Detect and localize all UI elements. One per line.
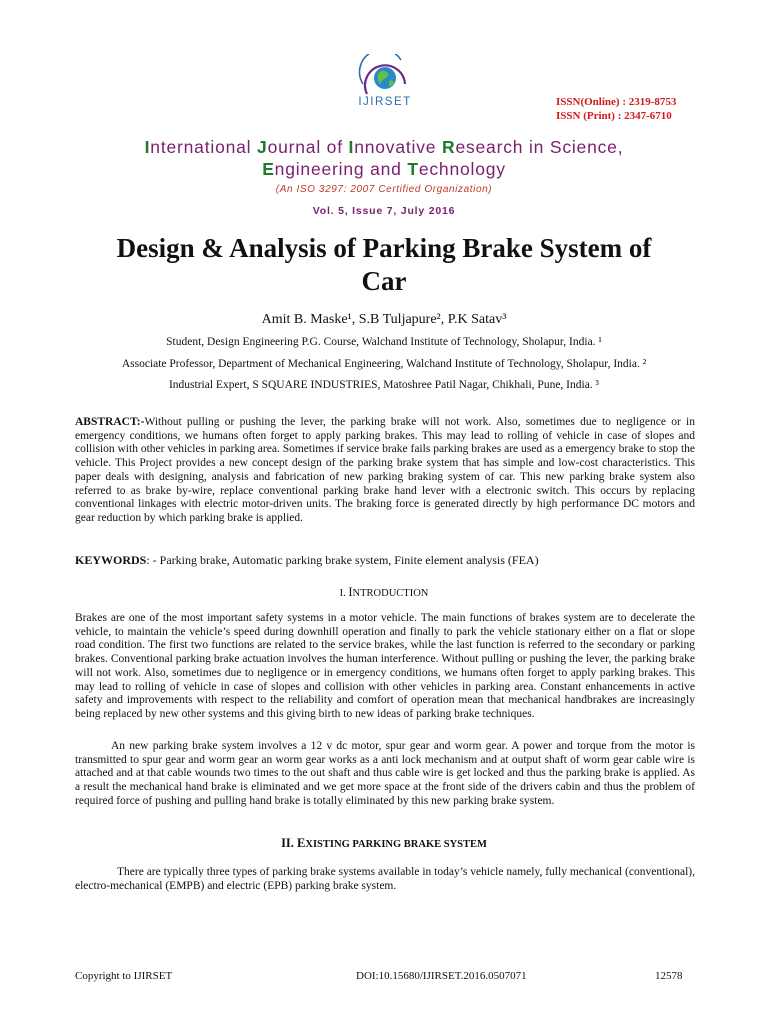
keywords — [75, 554, 695, 568]
iso-certification: (An ISO 3297: 2007 Certified Organization) — [275, 184, 493, 195]
section-heading-introduction — [40, 585, 728, 600]
journal-name — [40, 136, 728, 180]
affiliation-3: Industrial Expert, S SQUARE INDUSTRIES, Matoshree Patil Nagar, Chikhali, Pune, India. ³ — [168, 379, 600, 391]
cap-letter: R — [441, 137, 456, 157]
cap-letter: J — [257, 137, 268, 157]
journal-word: ournal of — [267, 137, 349, 157]
authors: Amit B. Maske¹, S.B Tuljapure², P.K Satav³ — [261, 312, 507, 327]
affiliation-1: Student, Design Engineering P.G. Course, Walchand Institute of Technology, Sholapur, India. ¹ — [166, 336, 602, 348]
section-cap: E — [297, 836, 306, 850]
paper-title-line2: Car — [361, 266, 407, 296]
issn-print: ISSN (Print) : 2347-6710 — [556, 110, 672, 122]
issn-block — [556, 95, 676, 123]
footer-copyright: Copyright to IJIRSET — [75, 970, 173, 982]
abstract — [75, 416, 695, 526]
section-cap: I — [348, 585, 353, 599]
globe-logo-icon — [345, 54, 425, 98]
paper-title-line1: Design & Analysis of Parking Brake System of — [116, 233, 652, 263]
paper-title — [60, 232, 708, 298]
logo-text: IJIRSET — [358, 96, 412, 108]
issn-online: ISSN(Online) : 2319-8753 — [556, 96, 677, 108]
journal-logo — [345, 54, 425, 120]
section-number: I. — [339, 588, 349, 599]
cap-letter: E — [262, 159, 275, 179]
section-number: II. — [281, 836, 298, 850]
journal-name-line2 — [40, 158, 728, 180]
intro-paragraph-2: An new parking brake system involves a 12 v dc motor, spur gear and worm gear. A power and torque from the motor is transmitted to spur gear and worm gear an worm gear works as a anti lock mechanism and at output shaft of worm gear cable wire is attached and at that cable wounds two times to the out shaft and thus cable wire is get locked and thus the parking brake is applied. As a result the mechanical hand brake is eliminated and we get more space at the front side of the drivers cabin and thus the problem of required force of pushing and pulling hand brake is totally eliminated by this new parking brake system. — [75, 740, 695, 807]
journal-name-line1 — [40, 136, 728, 158]
abstract-text: Without pulling or pushing the lever, the parking brake will not work. Also, sometimes due to negligence or in emergency conditions, we humans often forget to apply parking brakes. This may lead to rolling of vehicle in case of slopes and collision with other vehicles in parking area. Sometimes if service brake fails parking brakes are used as a emergency brake to stop the vehicle. This Project provides a new concept design of the parking brake system that has simple and low-cost characteristics. This paper deals with designing, analysis and fabrication of new parking braking system of car. This new parking brake system also referred to as brake by-wire, replace conventional parking brake hand lever with a electronic switch. This occurs by replacing conventional linkages with electric motor-driven units. The braking force is generated directly by high performance DC motors and gear reduction by which parking brake is applied. — [75, 416, 695, 524]
affiliation-2: Associate Professor, Department of Mechanical Engineering, Walchand Institute of Technology, Sholapur, India. ² — [121, 358, 647, 370]
footer-page-number: 12578 — [655, 970, 683, 982]
section-heading-existing — [40, 836, 728, 851]
intro-paragraph-1: Brakes are one of the most important safety systems in a motor vehicle. The main functions of brakes system are to decelerate the vehicle, to maintain the vehicle’s speed during downhill operation and finally to park the vehicle stationary either on a flat or slope road condition. The first two functions are related to the service brakes, while the last function is referred to the secondary or parking brakes. Conventional parking brake actuation involves the human interference. Without pulling or pushing the lever, the parking brake will not work. Also, sometimes due to negligence or in emergency conditions, we humans often forget to apply parking brakes. This may lead to rolling of vehicle in case of slopes and collision with other vehicles in parking area. Constant enhancements in active safety and improvements with respect to the reliability and comfort of operation mean that mechanical handbrakes are increasingly being replaced by new other systems and this giving birth to new ideas of parking brake techniques. — [75, 612, 695, 720]
journal-word: nternational — [150, 137, 258, 157]
volume-issue: Vol. 5, Issue 7, July 2016 — [312, 205, 456, 217]
cap-letter: I — [144, 137, 151, 157]
keywords-label: KEYWORDS — [75, 553, 147, 567]
journal-word: esearch in Science, — [455, 137, 624, 157]
footer-doi: DOI:10.15680/IJIRSET.2016.0507071 — [356, 970, 527, 982]
section-title: XISTING PARKING BRAKE SYSTEM — [305, 839, 487, 850]
section-title: NTRODUCTION — [352, 588, 429, 599]
cap-letter: I — [348, 137, 355, 157]
keywords-text: : - Parking brake, Automatic parking brake system, Finite element analysis (FEA) — [146, 553, 539, 567]
journal-word: nnovative — [354, 137, 442, 157]
journal-word: ngineering and — [274, 159, 408, 179]
cap-letter: T — [407, 159, 419, 179]
existing-paragraph-1: There are typically three types of parking brake systems available in today’s vehicle namely, fully mechanical (conventional), electro-mechanical (EMPB) and electric (EPB) parking brake system. — [75, 866, 695, 892]
journal-word: echnology — [418, 159, 506, 179]
abstract-label: ABSTRACT:- — [75, 416, 145, 428]
